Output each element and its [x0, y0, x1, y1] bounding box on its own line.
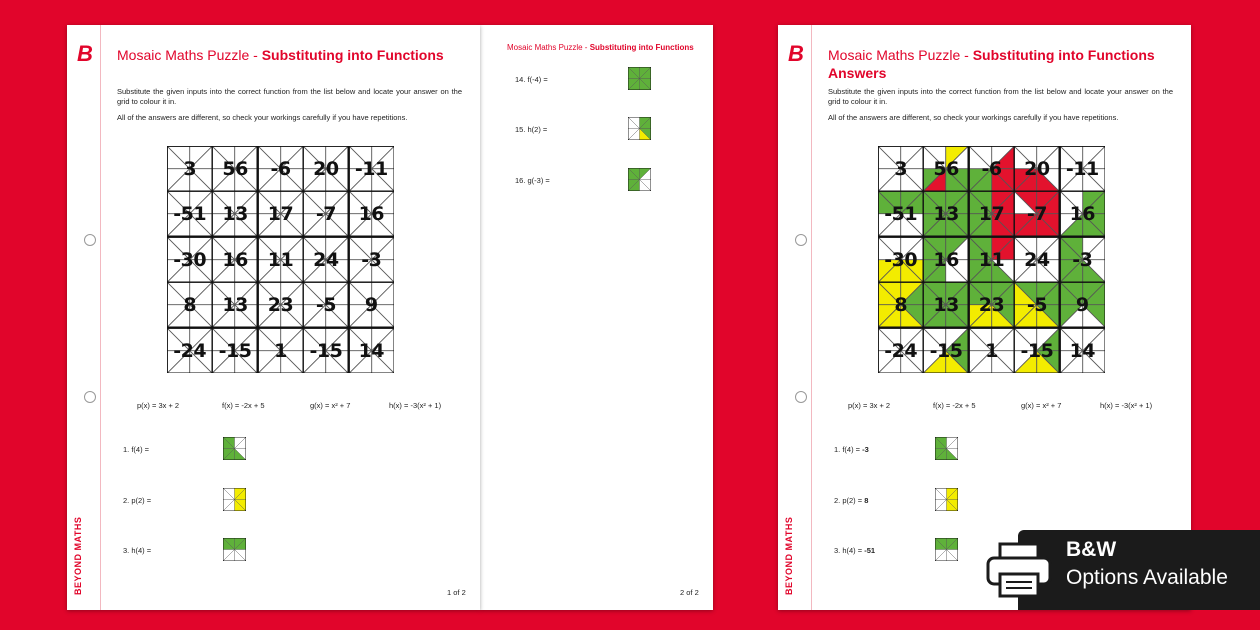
answers-page	[778, 25, 1191, 610]
grid-cell	[969, 237, 1014, 282]
function-definition: p(x) = 3x + 2	[848, 401, 891, 410]
grid-cell	[349, 328, 394, 373]
cell-number: 9	[1075, 294, 1089, 317]
cell-number: 17	[267, 203, 294, 226]
grid-cell	[258, 191, 303, 236]
function-definition: h(x) = -3(x² + 1)	[389, 401, 442, 410]
grid-cell	[923, 282, 968, 327]
grid-cell	[303, 191, 348, 236]
question-label: 1. f(4) =	[123, 445, 150, 454]
grid-cell	[349, 146, 394, 191]
answers-heading: Answers	[828, 65, 887, 81]
grid-cell	[167, 282, 212, 327]
cell-number: 8	[183, 294, 197, 317]
cell-pattern	[935, 437, 958, 460]
cell-number: -5	[1026, 294, 1047, 317]
cell-number: -6	[270, 158, 291, 180]
function-definition: g(x) = x² + 7	[310, 401, 351, 410]
grid-cell	[258, 282, 303, 327]
question-label: 1. f(4) = -3	[834, 445, 869, 454]
function-definition: f(x) = -2x + 5	[222, 401, 265, 410]
grid-cell	[212, 146, 257, 191]
grid-cell	[923, 146, 968, 191]
bw-options-badge[interactable]	[1018, 530, 1260, 610]
grid-cell	[212, 191, 257, 236]
instruction-text: All of the answers are different, so check your workings carefully if you have repetitions.	[828, 113, 1119, 122]
question-label: 3. h(4) = -51	[834, 546, 876, 555]
cell-number: -11	[354, 158, 388, 180]
cell-number: 14	[358, 339, 385, 362]
question-label: 2. p(2) = 8	[834, 496, 869, 505]
question-label: 3. h(4) =	[123, 546, 152, 555]
cell-number: -6	[981, 158, 1002, 180]
cell-number: 1	[985, 339, 998, 362]
grid-cell	[1014, 282, 1059, 327]
grid-cell	[349, 237, 394, 282]
cell-number: 1	[274, 339, 287, 362]
grid-cell	[303, 146, 348, 191]
cell-number: 23	[978, 294, 1005, 317]
answer-mini-grid	[935, 488, 958, 511]
cell-pattern	[628, 67, 651, 90]
grid-cell	[969, 328, 1014, 373]
cell-pattern	[628, 168, 651, 191]
badge-title: B&W	[1066, 538, 1117, 561]
cell-number: -5	[315, 294, 336, 317]
instruction-text: All of the answers are different, so check your workings carefully if you have repetitions.	[117, 113, 408, 122]
badge-subtitle: Options Available	[1066, 566, 1228, 589]
cell-number: 20	[313, 158, 339, 180]
worksheet-page-1	[67, 25, 480, 610]
answer-value: 8	[864, 496, 869, 505]
cell-number: 17	[978, 203, 1005, 226]
grid-cell	[969, 191, 1014, 236]
cell-number: 3	[183, 158, 197, 180]
grid-cell	[1014, 191, 1059, 236]
page-title: Mosaic Maths Puzzle - Substituting into Functions	[828, 47, 1155, 63]
grid-cell	[1060, 191, 1105, 236]
grid-cell	[258, 237, 303, 282]
margin-line	[100, 25, 101, 610]
cell-pattern	[628, 117, 651, 140]
grid-cell	[1060, 282, 1105, 327]
grid-cell	[349, 282, 394, 327]
answer-mini-grid	[628, 168, 651, 191]
cell-number: 13	[222, 294, 248, 317]
answer-mini-grid	[223, 437, 246, 460]
margin-line	[811, 25, 812, 610]
grid-cell	[167, 146, 212, 191]
grid-cell	[923, 237, 968, 282]
cell-number: -11	[1065, 158, 1099, 180]
instruction-text: Substitute the given inputs into the correct function from the list below and locate your answer on the grid to colour it in.	[828, 87, 1173, 106]
answer-mosaic-grid	[878, 146, 1105, 373]
grid-cell	[878, 237, 923, 282]
cell-number: 14	[1069, 339, 1096, 362]
answer-mini-grid	[935, 538, 958, 561]
cell-number: 24	[313, 248, 339, 271]
question-label: 14. f(-4) =	[515, 75, 548, 84]
cell-number: -15	[309, 339, 343, 362]
grid-cell	[878, 146, 923, 191]
cell-number: -3	[1072, 248, 1093, 271]
grid-cell	[969, 282, 1014, 327]
question-label: 16. g(-3) =	[515, 176, 550, 185]
function-definition: f(x) = -2x + 5	[933, 401, 976, 410]
grid-cell	[1014, 237, 1059, 282]
cell-number: 13	[933, 203, 959, 226]
cell-number: 56	[933, 158, 959, 180]
question-label: 2. p(2) =	[123, 496, 152, 505]
cell-number: -24	[173, 339, 207, 362]
worksheet-page-2	[480, 25, 713, 610]
grid-cell	[969, 146, 1014, 191]
grid-cell	[1014, 328, 1059, 373]
grid-cell	[923, 328, 968, 373]
punch-hole	[795, 391, 807, 403]
cell-number: 16	[222, 248, 248, 271]
page-title: Mosaic Maths Puzzle - Substituting into Functions	[117, 47, 444, 63]
grid-cell	[923, 191, 968, 236]
grid-cell	[1060, 237, 1105, 282]
cell-number: 16	[1069, 203, 1096, 226]
cell-number: -15	[218, 339, 252, 362]
grid-cell	[878, 191, 923, 236]
cell-number: 24	[1024, 248, 1050, 271]
cell-pattern	[223, 437, 246, 460]
cell-number: 16	[358, 203, 385, 226]
function-definition: h(x) = -3(x² + 1)	[1100, 401, 1153, 410]
cell-number: 3	[894, 158, 908, 180]
punch-hole	[84, 391, 96, 403]
cell-number: -30	[173, 248, 207, 271]
grid-cell	[878, 282, 923, 327]
grid-cell	[167, 191, 212, 236]
cell-number: 20	[1024, 158, 1050, 180]
cell-number: 13	[222, 203, 248, 226]
answer-mini-grid	[628, 117, 651, 140]
grid-cell	[1060, 328, 1105, 373]
cell-pattern	[935, 488, 958, 511]
cell-number: -15	[929, 339, 963, 362]
brand-label: BEYOND MATHS	[784, 516, 794, 595]
cell-number: -24	[884, 339, 918, 362]
cell-number: -51	[173, 203, 207, 226]
grid-cell	[303, 282, 348, 327]
page-title: Mosaic Maths Puzzle - Substituting into Functions	[507, 43, 694, 52]
answer-mini-grid	[628, 67, 651, 90]
logo-icon: B	[77, 41, 93, 66]
answer-mini-grid	[223, 538, 246, 561]
grid-cell	[878, 328, 923, 373]
cell-number: 11	[267, 248, 294, 271]
grid-cell	[1060, 146, 1105, 191]
answer-value: -3	[862, 445, 869, 454]
cell-number: -30	[884, 248, 918, 271]
cell-number: -51	[884, 203, 918, 226]
page-number: 1 of 2	[447, 588, 466, 597]
printer-icon	[984, 542, 1054, 598]
cell-pattern	[223, 538, 246, 561]
grid-cell	[349, 191, 394, 236]
cell-number: 23	[267, 294, 294, 317]
cell-number: -7	[1026, 203, 1047, 226]
cell-pattern	[935, 538, 958, 561]
mosaic-grid	[167, 146, 394, 373]
cell-number: 56	[222, 158, 248, 180]
question-label: 15. h(2) =	[515, 125, 548, 134]
cell-number: 9	[364, 294, 378, 317]
cell-number: 8	[894, 294, 908, 317]
cell-number: -15	[1020, 339, 1054, 362]
cell-number: 11	[978, 248, 1005, 271]
grid-cell	[258, 146, 303, 191]
cell-number: -7	[315, 203, 336, 226]
brand-label: BEYOND MATHS	[73, 516, 83, 595]
grid-cell	[303, 237, 348, 282]
grid-cell	[212, 282, 257, 327]
cell-number: 16	[933, 248, 959, 271]
logo-icon: B	[788, 41, 804, 66]
cell-pattern	[223, 488, 246, 511]
page-number: 2 of 2	[680, 588, 699, 597]
grid-cell	[303, 328, 348, 373]
grid-cell	[167, 328, 212, 373]
grid-cell	[212, 237, 257, 282]
punch-hole	[84, 234, 96, 246]
punch-hole	[795, 234, 807, 246]
answer-value: -51	[864, 546, 876, 555]
answer-mini-grid	[223, 488, 246, 511]
function-definition: g(x) = x² + 7	[1021, 401, 1062, 410]
function-definition: p(x) = 3x + 2	[137, 401, 180, 410]
cell-number: -3	[361, 248, 382, 271]
cell-number: 13	[933, 294, 959, 317]
grid-cell	[1014, 146, 1059, 191]
grid-cell	[167, 237, 212, 282]
answer-mini-grid	[935, 437, 958, 460]
grid-cell	[258, 328, 303, 373]
grid-cell	[212, 328, 257, 373]
instruction-text: Substitute the given inputs into the correct function from the list below and locate your answer on the grid to colour it in.	[117, 87, 462, 106]
